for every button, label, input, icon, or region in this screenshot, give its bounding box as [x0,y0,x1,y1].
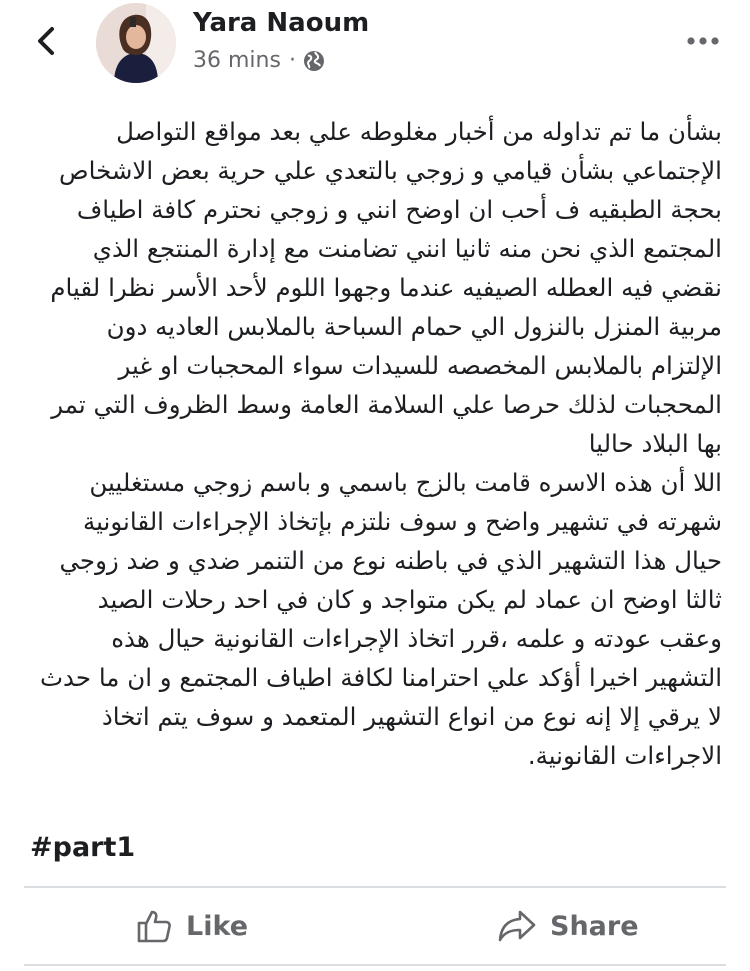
hashtag-link[interactable]: #part1 [30,832,136,863]
thumbs-up-icon [136,908,172,944]
post-meta [193,48,326,73]
share-button[interactable] [498,908,639,944]
post-actions [0,890,750,970]
chevron-left-icon[interactable] [30,24,64,58]
post-paragraph: بشأن ما تم تداوله من أخبار مغلوطه علي بعد مواقع التواصل الإجتماعي بشأن قيامي و زوجي بالتعدي علي حرية بعض الاشخاص بحجة الطبقيه ف أحب ان اوضح انني و زوجي نحترم كافة اطياف المجتمع الذي نحن منه ثانيا انني تضامنت مع إدارة المنتجع الذي نقضي فيه العطله الصيفيه عندما وجهوا اللوم لأحد الأسر نظرا لقيام مربية المنزل بالنزول الي حمام السباحة بالملابس العاديه دون الإلتزام بالملابس المخصصه للسيدات سواء المحجبات او غير المحجبات لذلك حرصا علي السلامة العامة وسط الظروف التي تمر بها البلاد حاليا [50,117,722,458]
divider [24,964,726,966]
avatar[interactable] [96,3,176,83]
post-paragraph: اللا أن هذه الاسره قامت بالزج باسمي و باسم زوجي مستغليين شهرته في تشهير واضح و سوف نلتزم بإتخاذ الإجراءات القانونية حيال هذا التشهير الذي في باطنه نوع من التنمر ضدي و ضد زوجي [59,468,722,575]
timestamp[interactable]: 36 mins [193,48,281,73]
more-dots-icon[interactable] [686,34,720,48]
like-label: Like [186,910,249,942]
share-arrow-icon [498,908,536,944]
divider [24,886,726,888]
post-header [0,0,750,100]
author-name[interactable]: Yara Naoum [193,8,370,38]
globe-icon [302,49,326,73]
meta-separator: · [288,48,296,73]
post-body [30,112,722,775]
post-paragraph: ثالثا اوضح ان عماد لم يكن متواجد و كان في احد رحلات الصيد وعقب عودته و علمه ،قرر اتخاذ الإجراءات القانونية حيال هذه التشهير اخيرا أؤكد علي احترامنا لكافة اطياف المجتمع و ان ما حدث لا يرقي إلا إنه نوع من انواع التشهير المتعمد و سوف يتم اتخاذ الاجراءات القانونية. [39,585,722,770]
share-label: Share [550,910,639,942]
like-button[interactable] [136,908,248,944]
